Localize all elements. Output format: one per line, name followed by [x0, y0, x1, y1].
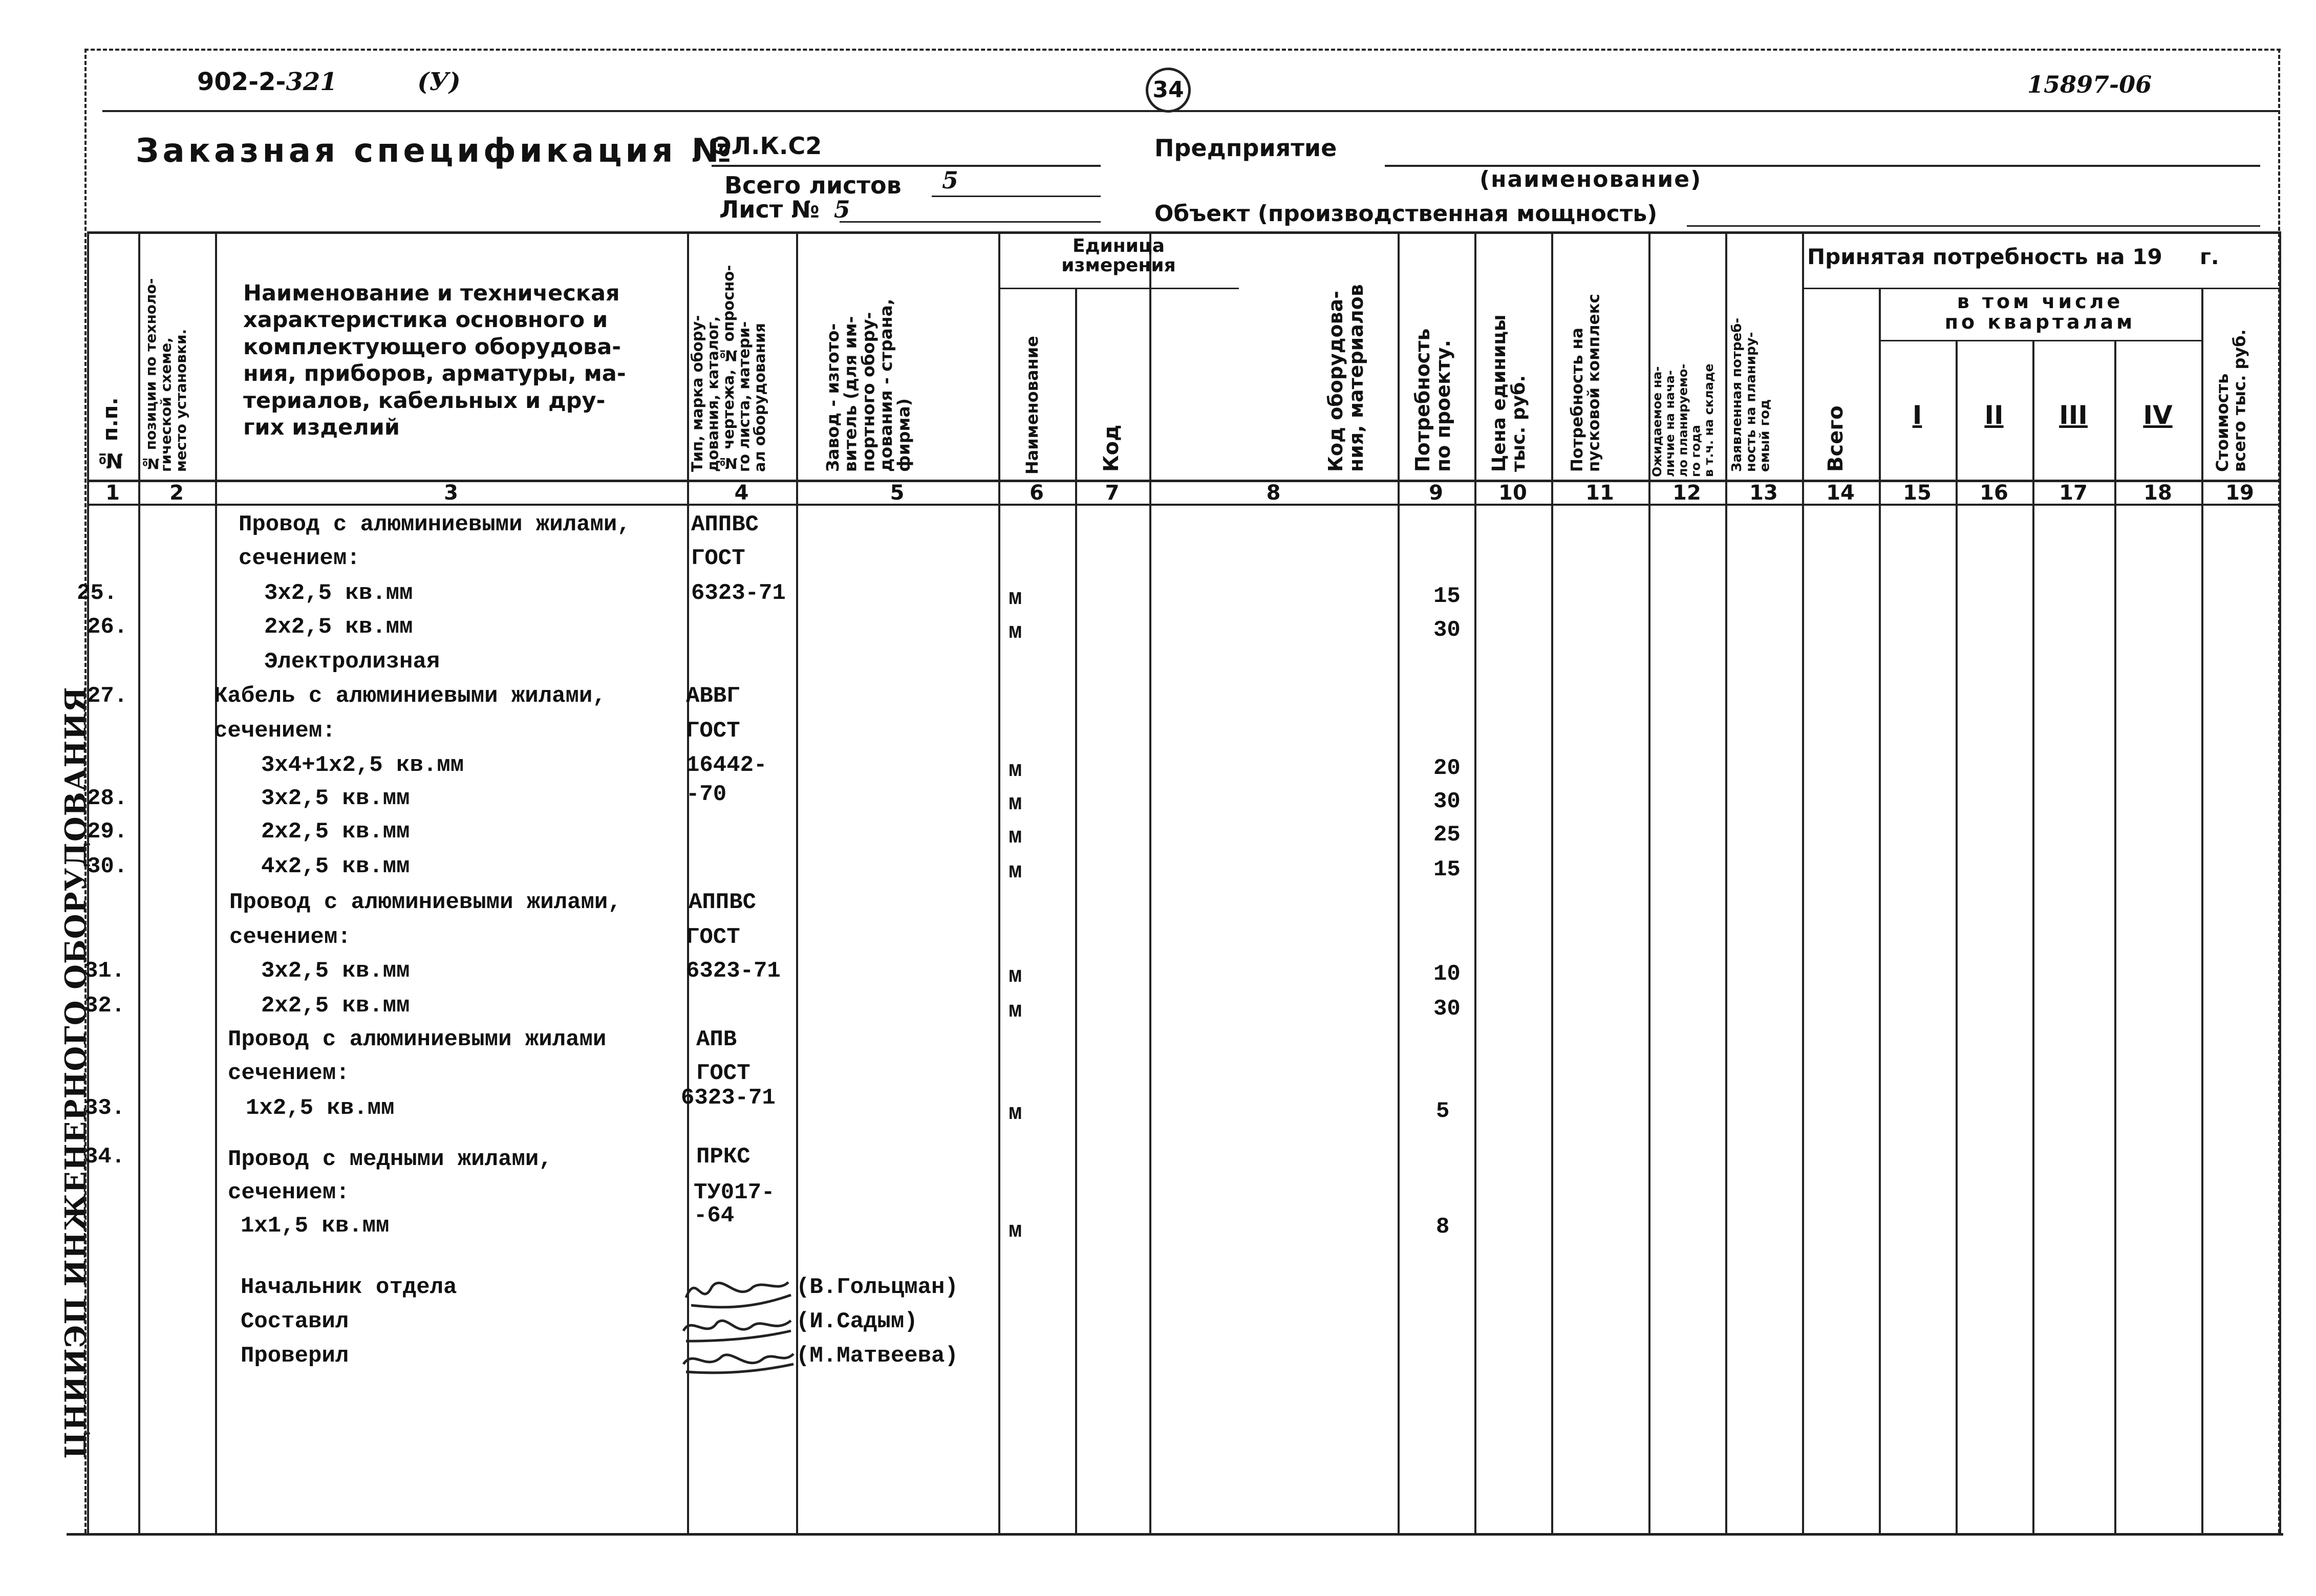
sheet-label-text: Лист № — [719, 196, 820, 223]
total-sheets-value: 5 — [942, 166, 959, 194]
col-rule-10 — [1551, 231, 1553, 1534]
row-number: 28. — [87, 786, 128, 811]
row-number: 26. — [87, 614, 128, 640]
row-unit: м — [1009, 791, 1022, 816]
row-type: 6323-71 — [691, 580, 786, 606]
signature-name-head: (В.Гольцман) — [796, 1275, 958, 1300]
sheet-label — [719, 196, 850, 223]
row-name: Провод с алюминиевыми жилами, — [229, 890, 621, 915]
quarter-2-head: II — [1984, 400, 2004, 430]
object-underline — [1687, 225, 2260, 227]
col-rule-18 — [2201, 288, 2203, 1534]
signature-scribble-3 — [683, 1354, 794, 1373]
signature-name-checker: (М.Матвеева) — [796, 1343, 958, 1369]
quarter-4-head: IV — [2143, 400, 2173, 430]
row-qty: 15 — [1433, 857, 1461, 882]
col-num-7: 7 — [1105, 481, 1120, 505]
col-head-10: Цена единицы тыс. руб. — [1489, 314, 1529, 472]
row-number: 29. — [87, 819, 128, 845]
row-name: 2х2,5 кв.мм — [261, 819, 410, 845]
col-num-10: 10 — [1498, 481, 1527, 505]
row-unit: м — [1009, 963, 1022, 989]
col-head-2: № позиции по техноло- гической схеме, место установки. — [142, 278, 189, 472]
row-unit: м — [1009, 586, 1022, 611]
enterprise-caption: (наименование) — [1479, 166, 1702, 192]
col-head-3: Наименование и техническая характеристика основного и комплектующего оборудова- ния, приборов, арматуры, ма- териалов, кабельных и дру- гих изделий — [243, 281, 626, 441]
registration-number: 15897-06 — [2027, 71, 2152, 98]
row-type: АППВС — [691, 512, 759, 537]
row-number: 30. — [87, 854, 128, 879]
col-head-13: Заявленная потреб- ность на планиру- емый год — [1729, 317, 1773, 472]
col-num-3: 3 — [444, 481, 458, 505]
quarter-1-head: I — [1912, 400, 1922, 430]
row-name: Электролизная — [264, 649, 440, 675]
frame-top-border — [84, 49, 2281, 51]
sheet-underline — [840, 221, 1101, 223]
unit-group-head: Единица измерения — [1061, 235, 1176, 276]
row-number: 27. — [87, 683, 128, 709]
spec-number: ЭЛ.К.С2 — [714, 132, 822, 160]
quarter-group-rule — [1879, 340, 2201, 341]
col-num-15: 15 — [1903, 481, 1932, 505]
col-rule-13 — [1802, 231, 1804, 1534]
row-type: -64 — [694, 1203, 735, 1228]
side-stamp-text: ЦНИИЭП ИНЖЕНЕРНОГО ОБОРУДОВАНИЯ — [59, 686, 93, 1459]
col-num-16: 16 — [1980, 481, 2008, 505]
frame-left-border — [84, 49, 87, 1533]
row-qty: 25 — [1433, 822, 1461, 848]
row-type: АВВГ — [686, 683, 740, 709]
row-name: сечением: — [228, 1061, 350, 1086]
row-name: 4х2,5 кв.мм — [261, 854, 410, 879]
signature-role-checker: Проверил — [241, 1343, 349, 1369]
col-rule-7 — [1149, 231, 1151, 1534]
row-qty: 30 — [1433, 617, 1461, 643]
row-type: АПВ — [696, 1027, 737, 1052]
col-num-19: 19 — [2225, 481, 2254, 505]
row-name: сечением: — [229, 924, 351, 950]
col-head-19: Стоимость всего тыс. руб. — [2213, 329, 2249, 472]
signature-name-author: (И.Садым) — [796, 1309, 918, 1334]
row-type: -70 — [686, 782, 727, 807]
col-rule-19 — [2279, 231, 2281, 1534]
row-qty: 20 — [1433, 756, 1461, 781]
spec-table — [87, 231, 2281, 1534]
row-number: 31. — [84, 958, 125, 984]
row-name: Провод с алюминиевыми жилами — [228, 1027, 607, 1052]
col-rule-16 — [2032, 340, 2034, 1534]
row-qty: 30 — [1433, 789, 1461, 814]
row-name: Кабель с алюминиевыми жилами, — [214, 683, 606, 709]
col-num-11: 11 — [1585, 481, 1614, 505]
sheet-value: 5 — [833, 196, 850, 223]
col-rule-14 — [1879, 288, 1881, 1534]
row-name: 1х2,5 кв.мм — [246, 1095, 395, 1121]
row-type: 6323-71 — [686, 958, 781, 984]
row-name: сечением: — [228, 1180, 350, 1205]
row-type: ГОСТ — [696, 1061, 750, 1086]
row-number: 33. — [84, 1095, 125, 1121]
row-unit: м — [1009, 859, 1022, 885]
col-rule-0 — [87, 231, 89, 1534]
col-rule-5 — [998, 231, 1000, 1534]
col-rule-6 — [1075, 288, 1077, 1534]
row-qty: 30 — [1433, 996, 1461, 1022]
spec-title: Заказная спецификация № — [136, 132, 735, 170]
row-unit: м — [1009, 824, 1022, 850]
row-name: сечением: — [214, 718, 336, 744]
quarter-group-head: в том числе по кварталам — [1944, 290, 2136, 333]
signature-scribble-1 — [686, 1282, 791, 1307]
row-name: сечением: — [239, 546, 360, 571]
col-rule-1 — [138, 231, 140, 1534]
col-num-2: 2 — [169, 481, 184, 505]
col-num-12: 12 — [1672, 481, 1701, 505]
row-type: ГОСТ — [686, 924, 740, 950]
col-num-13: 13 — [1749, 481, 1778, 505]
row-name: 1х1,5 кв.мм — [241, 1213, 390, 1239]
row-unit: м — [1009, 758, 1022, 783]
signature-role-head: Начальник отдела — [241, 1275, 457, 1300]
accepted-group-head: Принятая потребность на 19 г. — [1807, 244, 2219, 269]
col-head-6: Наименование — [1022, 336, 1042, 475]
row-number: 32. — [84, 993, 125, 1019]
col-num-14: 14 — [1826, 481, 1855, 505]
row-type: 16442- — [686, 752, 767, 778]
row-unit: м — [1009, 1218, 1022, 1244]
row-unit: м — [1009, 1101, 1022, 1126]
col-head-7: Код — [1100, 424, 1123, 472]
side-stamp — [20, 456, 93, 1459]
row-number: 34. — [84, 1144, 125, 1170]
signature-role-author: Составил — [241, 1309, 349, 1334]
row-name: 3х4+1х2,5 кв.мм — [261, 752, 464, 778]
doc-code-hand: 321 — [286, 68, 337, 96]
row-name: 3х2,5 кв.мм — [261, 786, 410, 811]
row-qty: 8 — [1436, 1214, 1450, 1240]
col-head-1: № п.п. — [99, 397, 122, 472]
handwritten-signatures — [676, 1267, 799, 1385]
total-sheets-underline — [932, 196, 1101, 197]
col-head-8: Код оборудова- ния, материалов — [1324, 284, 1367, 472]
row-qty: 15 — [1433, 584, 1461, 609]
col-num-1: 1 — [105, 481, 120, 505]
col-rule-17 — [2114, 340, 2116, 1534]
table-top-rule — [87, 231, 2281, 234]
row-name: 2х2,5 кв.мм — [264, 614, 413, 640]
col-head-9: Потребность по проекту. — [1411, 328, 1454, 472]
col-num-17: 17 — [2059, 481, 2088, 505]
signature-scribble-2 — [683, 1321, 791, 1341]
quarter-3-head: III — [2059, 400, 2088, 430]
col-rule-9 — [1474, 231, 1476, 1534]
col-num-5: 5 — [890, 481, 905, 505]
col-num-4: 4 — [734, 481, 749, 505]
unit-group-rule — [998, 288, 1239, 289]
row-unit: м — [1009, 998, 1022, 1024]
row-name: 3х2,5 кв.мм — [264, 580, 413, 606]
col-num-18: 18 — [2143, 481, 2172, 505]
col-rule-8 — [1398, 231, 1400, 1534]
row-name: Провод с алюминиевыми жилами, — [239, 512, 631, 537]
sheet-number-circle: 34 — [1146, 68, 1191, 113]
col-head-4: Тип, марка обору- дования, каталог, № чертежа, № опросно- го листа, матери- ал оборудования — [689, 265, 768, 472]
object-label: Объект (производственная мощность) — [1154, 201, 1658, 227]
enterprise-label: Предприятие — [1154, 134, 1337, 162]
row-unit: м — [1009, 619, 1022, 645]
row-type: ГОСТ — [686, 718, 740, 744]
col-num-8: 8 — [1266, 481, 1281, 505]
header-rule — [102, 110, 2278, 112]
doc-code-prefix: 902-2- — [197, 68, 286, 96]
col-rule-15 — [1956, 340, 1958, 1534]
row-type: ТУ017- — [694, 1180, 775, 1205]
col-num-9: 9 — [1429, 481, 1443, 505]
row-type: ГОСТ — [691, 546, 745, 571]
col-head-12: Ожидаемое на- личие на нача- ло планируемо- го года в т.ч. на складе — [1650, 363, 1716, 477]
col-head-11: Потребность на пусковой комплекс — [1568, 293, 1603, 472]
doc-code-suffix: (У) — [417, 68, 461, 96]
col-head-5: Завод - изгото- витель (для им- портного обору- дования - страна, фирма) — [823, 298, 914, 472]
row-qty: 5 — [1436, 1098, 1450, 1124]
row-name: 3х2,5 кв.мм — [261, 958, 410, 984]
accepted-group-rule — [1802, 288, 2281, 289]
col-rule-12 — [1725, 231, 1727, 1534]
row-qty: 10 — [1433, 961, 1461, 987]
col-rule-2 — [215, 231, 217, 1534]
row-type: АППВС — [689, 890, 757, 915]
spec-number-underline — [712, 165, 1101, 167]
col-head-14: Всего — [1824, 405, 1848, 472]
row-name: Провод с медными жилами, — [228, 1147, 552, 1172]
doc-code — [197, 68, 461, 96]
col-num-6: 6 — [1030, 481, 1044, 505]
row-type: 6323-71 — [681, 1085, 776, 1111]
row-number: 25. — [77, 580, 118, 606]
total-sheets-label: Всего листов — [724, 171, 902, 199]
row-type: ПРКС — [696, 1144, 750, 1170]
row-name: 2х2,5 кв.мм — [261, 993, 410, 1019]
